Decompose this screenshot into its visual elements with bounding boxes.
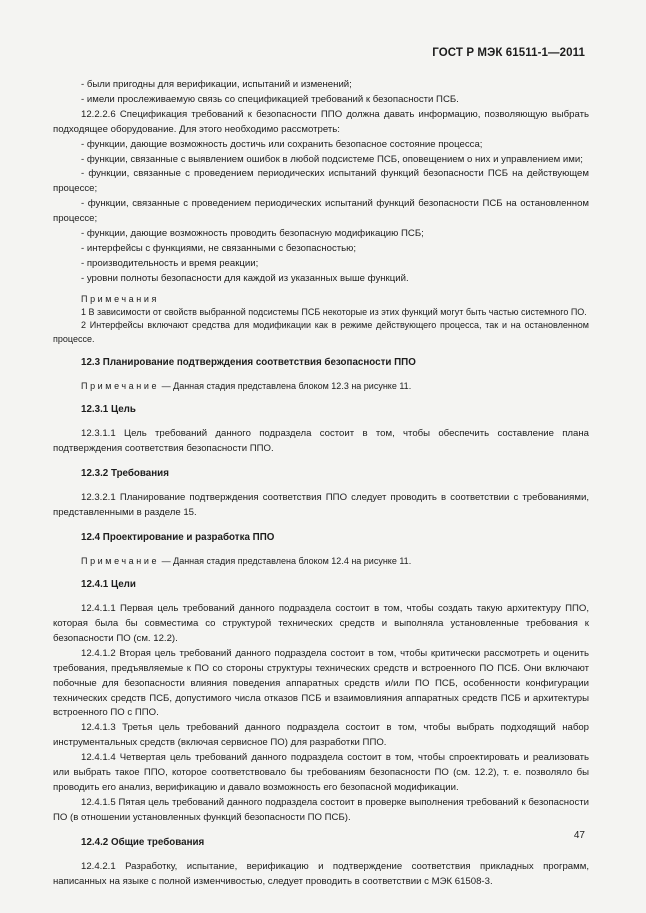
note-item: 2 Интерфейсы включают средства для модификации как в режиме действующего процесса, так и на остановленном процессе.	[53, 320, 589, 344]
list-item: - производительность и время реакции;	[81, 257, 259, 269]
list-item: - функции, дающие возможность достичь или сохранить безопасное состояние процесса;	[81, 138, 483, 150]
note-text: — Данная стадия представлена блоком 12.4 на рисунке 11.	[159, 555, 412, 566]
list-item: - уровни полноты безопасности для каждой из указанных выше функций.	[81, 272, 409, 284]
section-heading-12-3: 12.3 Планирование подтверждения соответствия безопасности ППО	[81, 356, 416, 368]
paragraph-12-2-2-6: 12.2.2.6 Спецификация требований к безопасности ППО должна давать информацию, позволяющую выбрать подходящее оборудование. Для этого необходимо рассмотреть:	[53, 108, 589, 135]
section-heading-12-4: 12.4 Проектирование и разработка ППО	[81, 531, 275, 543]
list-item: - функции, дающие возможность проводить безопасную модификацию ПСБ;	[81, 228, 424, 240]
section-heading-12-4-1: 12.4.1 Цели	[81, 579, 136, 591]
note-prefix: Примечание	[81, 380, 160, 391]
paragraph-12-4-1-2: 12.4.1.2 Вторая цель требований данного подраздела состоит в том, чтобы критически рассмотреть и оценить требования, предъявляемые к ПО со стороны структуры технических средств и встроенного ПО ПСБ. Они включают побочные для безопасности влияния поведения аппаратных средств и/или ПО ПСБ, особенности конфигурации технических средств ПСБ, допустимого числа отказов ПСБ и взаимовлияния аппаратных средств ПСБ и архитектуры встроенного ПО с ППО.	[53, 647, 589, 719]
section-heading-12-3-1: 12.3.1 Цель	[81, 404, 136, 416]
notes-label: Примечания	[81, 293, 159, 304]
paragraph-12-4-1-4: 12.4.1.4 Четвертая цель требований данного подраздела состоит в том, чтобы спроектировать и реализовать или выбрать такое ППО, которое соответствовало бы требованиям безопасности ПО (см. 12.2), т. е. позволяло бы проводить его анализ, верификацию и давало возможность его безопасной модификации.	[53, 752, 589, 794]
section-heading-12-4-2: 12.4.2 Общие требования	[81, 836, 205, 848]
list-item: - функции, связанные с проведением периодических испытаний функций безопасности ПСБ на действующем процессе;	[53, 168, 589, 195]
paragraph-12-4-1-5: 12.4.1.5 Пятая цель требований данного подраздела состоит в проверке выполнения требований к безопасности ПО (в отношении установленных функций безопасности ПО ПСБ).	[53, 796, 589, 823]
section-heading-12-3-2: 12.3.2 Требования	[81, 467, 169, 479]
document-code-header: ГОСТ Р МЭК 61511-1—2011	[432, 47, 585, 59]
paragraph-12-4-2-1: 12.4.2.1 Разработку, испытание, верификацию и подтверждение соответствия прикладных программ, написанных на языке с полной изменчивостью, следует проводить в соответствии с МЭК 61508-3.	[53, 860, 589, 887]
paragraph-12-3-2-1: 12.3.2.1 Планирование подтверждения соответствия ППО следует проводить в соответствии с требованиями, представленными в разделе 15.	[53, 491, 589, 518]
list-item: - имели прослеживаемую связь со спецификацией требований к безопасности ПСБ.	[81, 93, 459, 105]
list-item: - функции, связанные с проведением периодических испытаний функций безопасности ПСБ на остановленном процессе;	[53, 198, 589, 225]
page-number: 47	[573, 830, 585, 841]
note-12-4	[53, 555, 589, 568]
paragraph-12-4-1-1: 12.4.1.1 Первая цель требований данного подраздела состоит в том, чтобы создать такую архитектуру ППО, которая была бы совместима со структурой технических средств и выполняла установленные требования к безопасности ПО (см. 12.2).	[53, 603, 589, 644]
note-12-3	[53, 380, 589, 393]
paragraph-12-3-1-1: 12.3.1.1 Цель требований данного подраздела состоит в том, чтобы обеспечить составление плана подтверждения соответствия безопасности ППО.	[53, 428, 589, 455]
note-text: — Данная стадия представлена блоком 12.3 на рисунке 11.	[159, 380, 412, 391]
note-item: 1 В зависимости от свойств выбранной подсистемы ПСБ некоторые из этих функций могут быть частью системного ПО.	[81, 307, 587, 318]
paragraph-12-4-1-3: 12.4.1.3 Третья цель требований данного подраздела состоит в том, чтобы выбрать подходящий набор инструментальных средств (включая сервисное ПО) для разработки ППО.	[53, 722, 589, 749]
list-item: - были пригодны для верификации, испытаний и изменений;	[81, 79, 352, 90]
list-item: - интерфейсы с функциями, не связанными с безопасностью;	[81, 242, 357, 254]
list-item: - функции, связанные с выявлением ошибок в любой подсистеме ПСБ, оповещением о них и управлением ими;	[81, 153, 583, 165]
note-prefix: Примечание	[81, 555, 160, 566]
page-body	[53, 78, 589, 890]
